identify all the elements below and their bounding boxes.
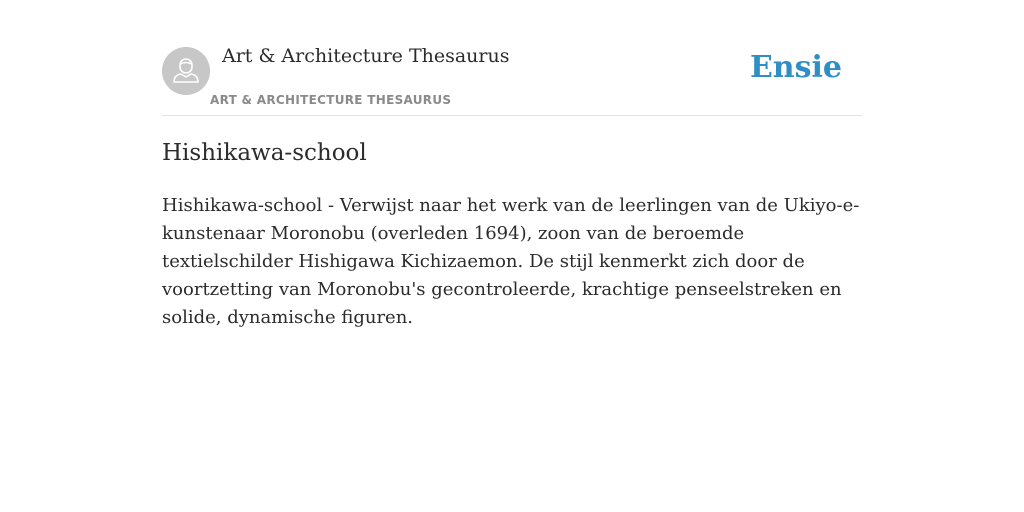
user-avatar-icon[interactable]: [162, 47, 210, 95]
definition-card: [162, 0, 862, 328]
source-label: ART & ARCHITECTURE THESAURUS: [210, 93, 452, 107]
card-header: [162, 0, 862, 116]
page-title: Hishikawa-school: [162, 140, 367, 166]
author-name[interactable]: Art & Architecture Thesaurus: [222, 45, 510, 67]
ensie-logo[interactable]: Ensie: [749, 50, 842, 85]
user-silhouette-icon: [162, 47, 210, 95]
definition-text: Hishikawa-school - Verwijst naar het werk van de leerlingen van de Ukiyo-e-kunstenaar Moronobu (overleden 1694), zoon van de beroemde textielschilder Hishigawa Kichizaemon. De stijl kenmerkt zich door de voortzetting van Moronobu's gecontroleerde, krachtige penseelstreken en solide, dynamische figuren.: [162, 195, 860, 328]
